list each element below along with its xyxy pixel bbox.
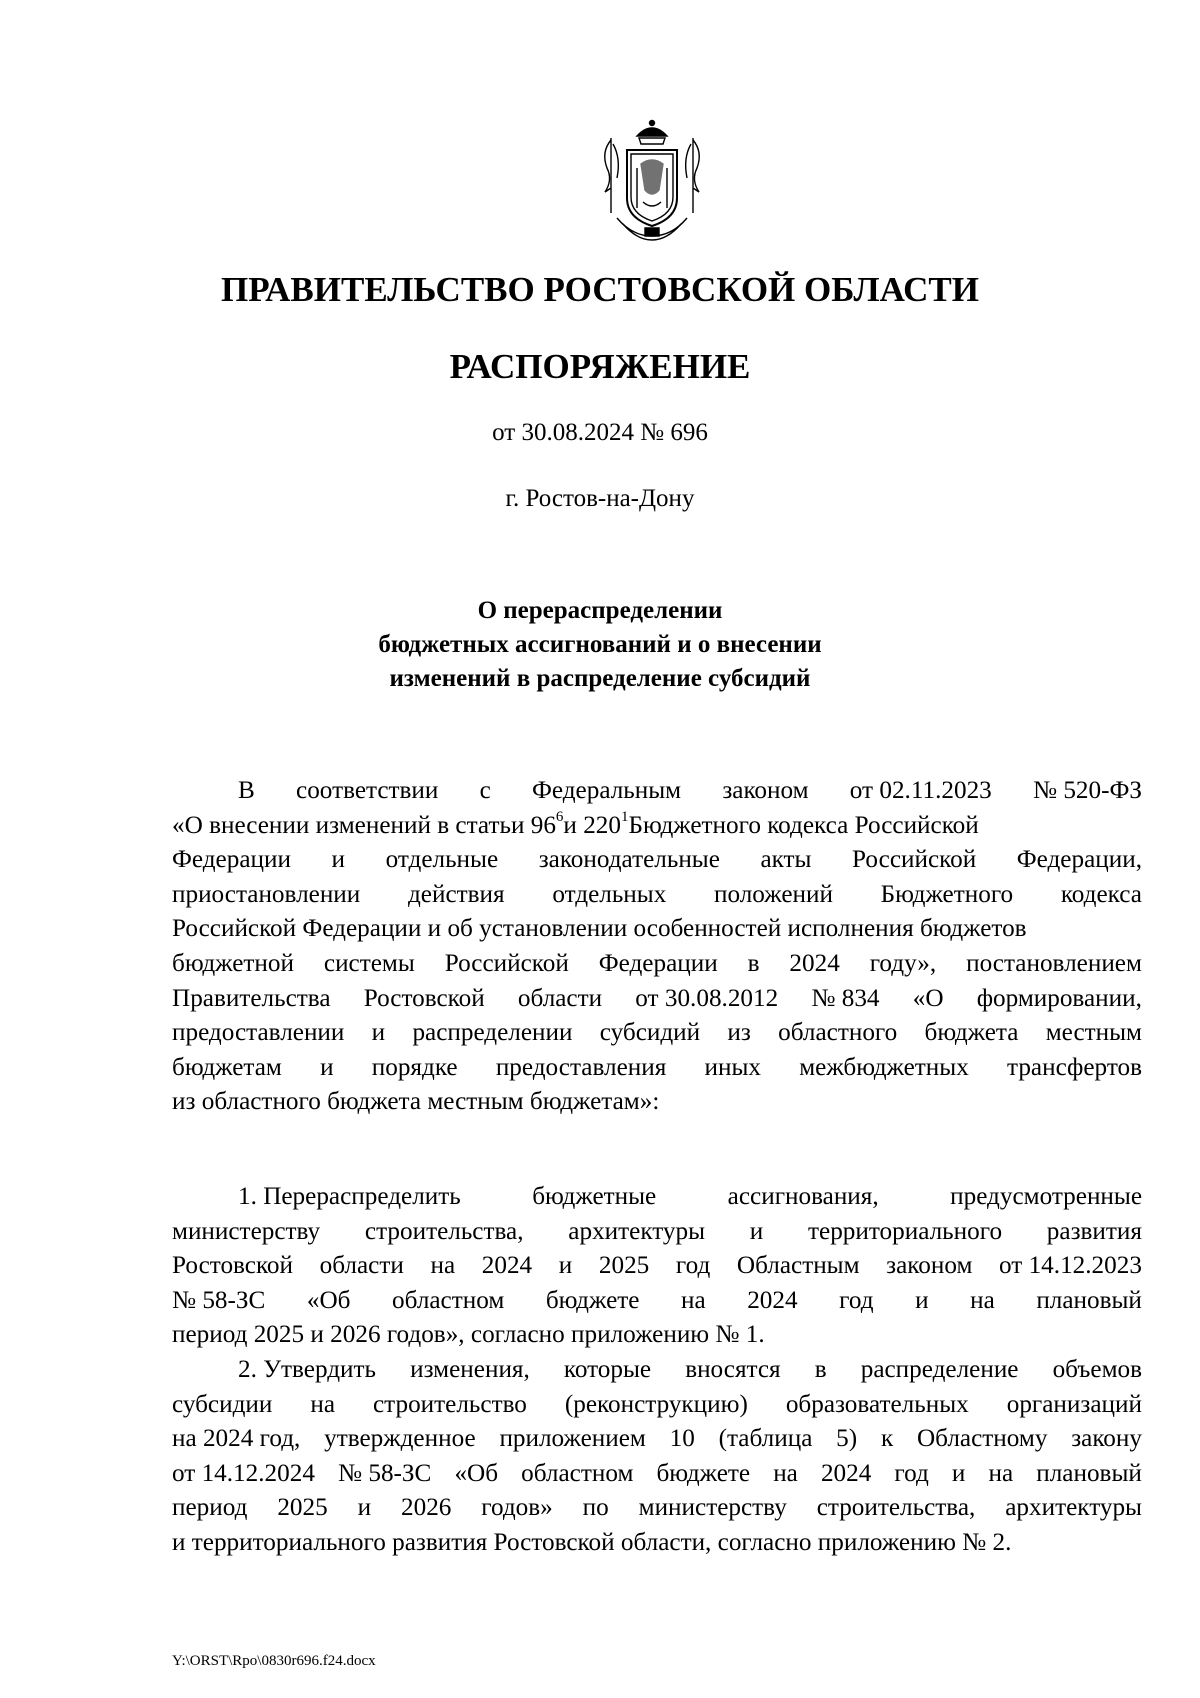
text-line: Правительства Ростовской области от 30.08.2012 № 834 «О формировании,: [172, 984, 1142, 1012]
text-line: 1. Перераспределить бюджетные ассигнования, предусмотренные: [238, 1183, 1142, 1210]
text-line: и территориального развития Ростовской области, согласно приложению № 2.: [172, 1528, 1012, 1556]
text-line: период 2025 и 2026 годов» по министерству строительства, архитектуры: [172, 1494, 1142, 1522]
document-subject: [0, 594, 1200, 696]
item-1-paragraph: [172, 1180, 1142, 1353]
text-line: Федерации и отдельные законодательные акты Российской Федерации,: [172, 846, 1142, 874]
document-number-date: от 30.08.2024 № 696: [492, 419, 708, 446]
document-type: РАСПОРЯЖЕНИЕ: [449, 347, 751, 386]
text-line: В соответствии с Федеральным законом от 02.11.2023 № 520-ФЗ: [238, 777, 1142, 804]
subject-line: изменений в распределение субсидий: [389, 665, 811, 692]
text-line: от 14.12.2024 № 58-ЗС «Об областном бюджете на 2024 год и на плановый: [172, 1459, 1142, 1487]
text-line: министерству строительства, архитектуры и территориального развития: [172, 1217, 1142, 1245]
text-line: Российской Федерации и об установлении особенностей исполнения бюджетов: [172, 915, 1027, 943]
subject-line: О перераспределении: [477, 597, 723, 624]
file-path-footer: Y:\ORST\Rpo\0830r696.f24.docx: [172, 1653, 376, 1669]
document-city: г. Ростов-на-Дону: [505, 485, 695, 512]
subject-line: бюджетных ассигнований и о внесении: [378, 631, 822, 658]
preamble-paragraph: [172, 774, 1142, 1120]
text-line: приостановлении действия отдельных положений Бюджетного кодекса: [172, 880, 1142, 908]
text-line: период 2025 и 2026 годов», согласно приложению № 1.: [172, 1321, 765, 1349]
text-line: из областного бюджета местным бюджетам»:: [172, 1088, 660, 1116]
text-line: на 2024 год, утвержденное приложением 10 (таблица 5) к Областному закону: [172, 1425, 1142, 1453]
text-line: № 58-ЗС «Об областном бюджете на 2024 год и на плановый: [172, 1286, 1142, 1314]
text-line: 2. Утвердить изменения, которые вносятся в распределение объемов: [238, 1356, 1142, 1383]
text-line: предоставлении и распределении субсидий из областного бюджета местным: [172, 1019, 1142, 1047]
text-line: «О внесении изменений в статьи $96^6и$ $220^1Бюджетного$ кодекса Российской: [172, 809, 979, 839]
text-line: Ростовской области на 2024 и 2025 год Областным законом от 14.12.2023: [172, 1252, 1142, 1280]
item-2-paragraph: [172, 1353, 1142, 1561]
coat-of-arms-icon: [597, 118, 707, 244]
text-line: субсидии на строительство (реконструкцию) образовательных организаций: [172, 1390, 1142, 1418]
government-title: ПРАВИТЕЛЬСТВО РОСТОВСКОЙ ОБЛАСТИ: [221, 270, 979, 309]
text-line: бюджетной системы Российской Федерации в 2024 году», постановлением: [172, 949, 1142, 977]
text-line: бюджетам и порядке предоставления иных межбюджетных трансфертов: [172, 1053, 1142, 1081]
